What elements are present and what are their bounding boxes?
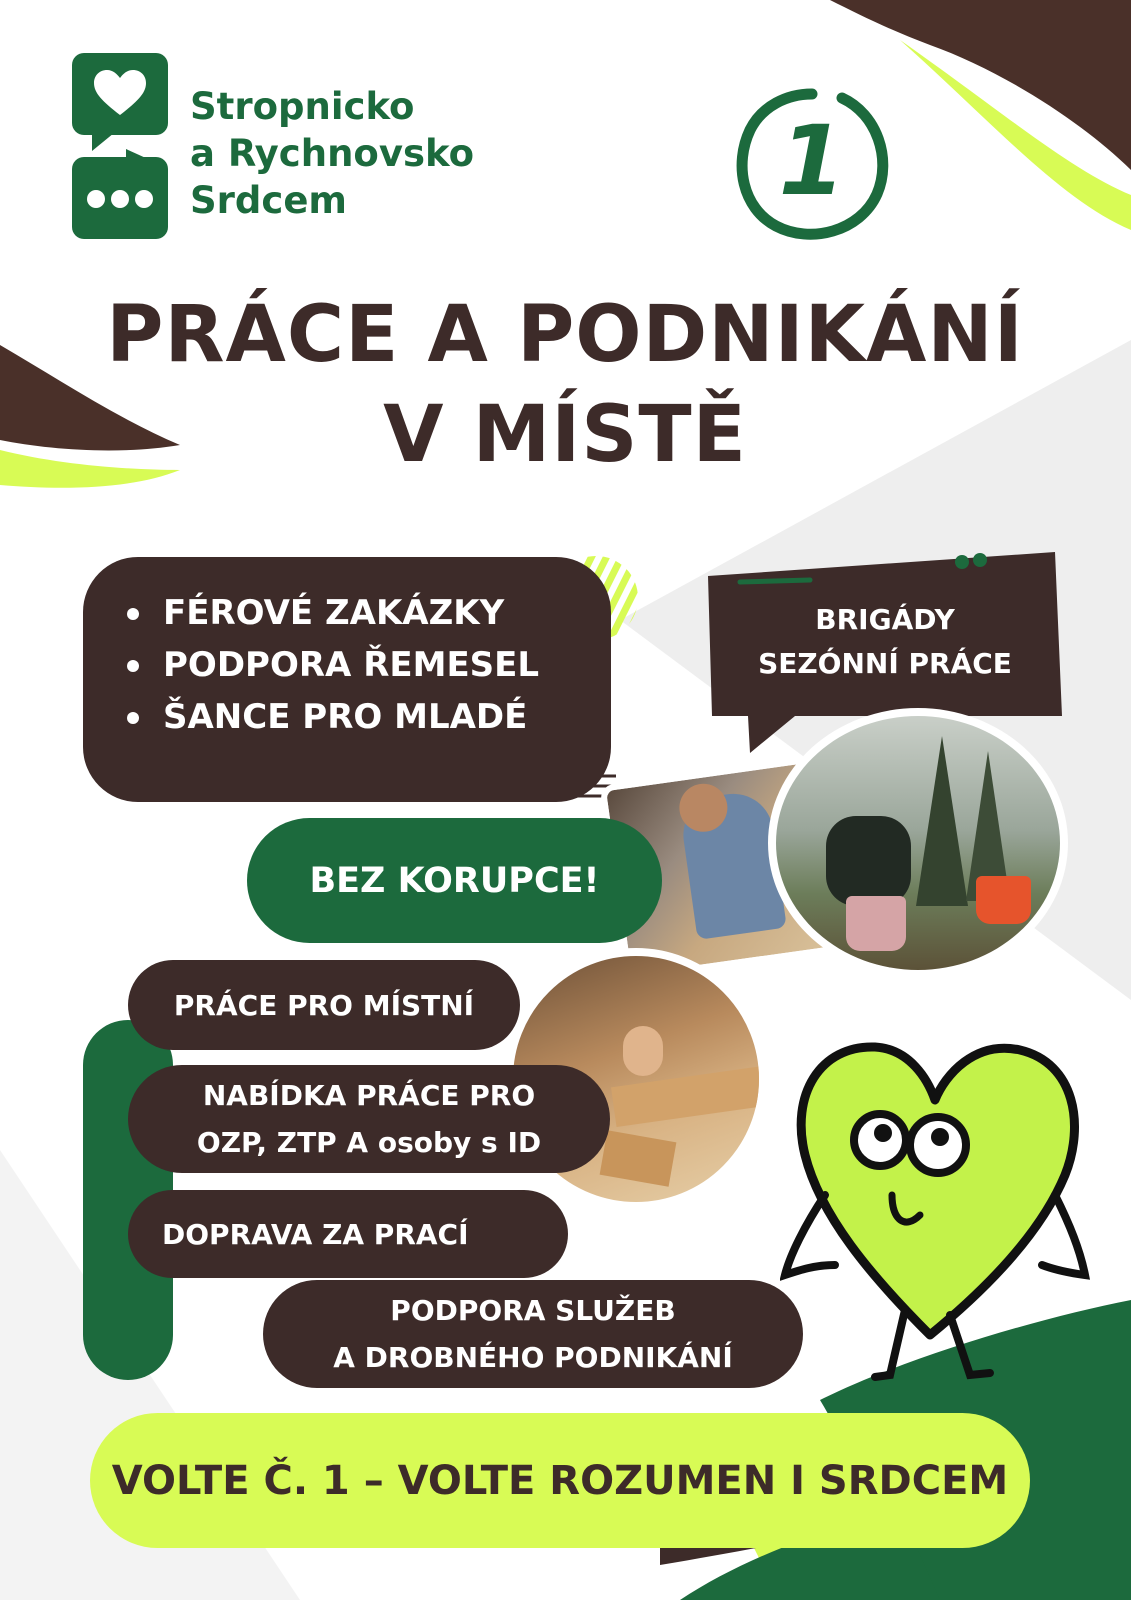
decorative-lines [380,770,620,800]
point-disabled-line-2: OZP, ZTP A osoby s ID [196,1126,542,1159]
bucket-orange [976,876,1031,924]
speech-bubble-text [710,598,1060,686]
tree-shape [916,736,968,906]
bullet-item: PODPORA ŘEMESEL [121,639,611,691]
point-services [263,1280,803,1388]
point-services-line-2: A DROBNÉHO PODNIKÁNÍ [333,1341,733,1374]
headline-line-2: V MÍSTĚ [383,390,747,480]
point-disabled-line-1: NABÍDKA PRÁCE PRO [202,1079,536,1112]
anticorruption-banner [247,818,662,943]
point-disabled-work [128,1065,610,1173]
point-transport [128,1190,568,1278]
speech-bubble-line-1: BRIGÁDY [815,603,955,636]
headline-line-1: PRÁCE A PODNIKÁNÍ [106,290,1024,380]
point-services-line-1: PODPORA SLUŽEB [390,1294,676,1327]
candidate-number: 1 [778,105,846,217]
footer-text: VOLTE Č. 1 – VOLTE ROZUMEN I SRDCEM [111,1457,1009,1504]
bullet-item: FÉROVÉ ZAKÁZKY [121,587,611,639]
point-local-work-text: PRÁCE PRO MÍSTNÍ [173,988,475,1022]
point-transport-text: DOPRAVA ZA PRACÍ [162,1217,469,1251]
speech-bubble-line-2: SEZÓNNÍ PRÁCE [758,647,1012,680]
heart-speech-bubble-icon [72,53,172,243]
gardener-figure [826,816,911,906]
photo-gardener [768,708,1068,978]
bucket-pink [846,896,906,951]
hand-shape [623,1026,663,1076]
bullets-box [83,557,611,802]
point-local-work [128,960,520,1050]
headline [60,285,1070,485]
bullets-list [121,587,611,743]
candidate-number-badge [732,84,892,244]
footer-banner [90,1413,1030,1548]
wood-block [600,1130,677,1186]
logo-text [190,83,474,224]
bullet-item: ŠANCE PRO MLADÉ [121,691,611,743]
logo-line-2: a Rychnovsko [190,132,475,175]
anticorruption-text: BEZ KORUPCE! [309,860,600,901]
logo [72,53,542,243]
logo-line-1: Stropnicko [190,85,415,128]
heart-mascot-illustration [780,1025,1100,1395]
logo-line-3: Srdcem [190,179,347,222]
